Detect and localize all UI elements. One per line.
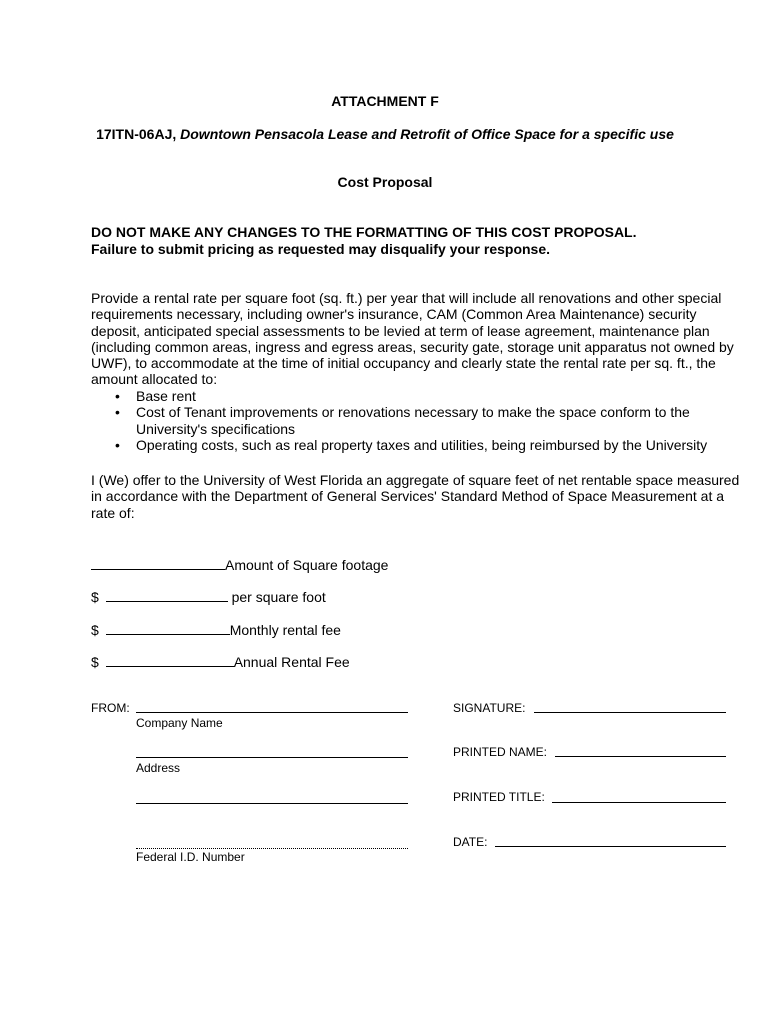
instructions-line: requirements necessary, including owner's insurance, CAM (Common Area Maintenance) security — [91, 306, 697, 323]
monthly-rental-label: Monthly rental fee — [229, 622, 341, 638]
square-footage-blank[interactable] — [91, 555, 225, 570]
annual-rental-label: Annual Rental Fee — [233, 654, 350, 670]
per-square-foot-blank[interactable] — [106, 587, 228, 602]
address-caption: Address — [136, 761, 181, 775]
instructions-line: amount allocated to: — [91, 371, 218, 388]
allocation-list — [91, 388, 707, 453]
printed-title-label: PRINTED TITLE: — [453, 790, 545, 804]
dollar-sign: $ — [91, 589, 99, 605]
dollar-sign: $ — [91, 622, 99, 638]
printed-name-label: PRINTED NAME: — [453, 745, 548, 759]
reference-title: Downtown Pensacola Lease and Retrofit of Office Space for a specific use — [180, 126, 674, 142]
federal-id-line[interactable] — [136, 848, 408, 849]
from-label: FROM: — [91, 701, 130, 715]
date-line[interactable] — [495, 846, 726, 847]
bullet-icon: • — [115, 388, 120, 404]
company-name-caption: Company Name — [136, 716, 223, 730]
instructions-line: UWF), to accommodate at the time of initial occupancy and clearly state the rental rate per sq. ft., the — [91, 355, 716, 372]
instructions-line: deposit, anticipated special assessments to be levied at term of lease agreement, maintenance plan — [91, 322, 710, 339]
list-item: • Base rent — [115, 388, 196, 404]
bullet-icon: • — [115, 404, 120, 421]
printed-name-line[interactable] — [555, 756, 726, 757]
federal-id-caption: Federal I.D. Number — [136, 850, 245, 864]
square-footage-field[interactable] — [91, 555, 388, 573]
attachment-heading: ATTACHMENT F — [331, 93, 439, 109]
annual-rental-field[interactable] — [91, 652, 350, 670]
company-name-line[interactable] — [136, 712, 408, 713]
printed-title-line[interactable] — [552, 802, 726, 803]
offer-paragraph — [91, 472, 740, 521]
date-label: DATE: — [453, 835, 488, 849]
instructions-line: (including common areas, ingress and egress areas, security gate, storage unit apparatus not owned by — [91, 338, 734, 355]
reference-line — [0, 126, 770, 142]
list-item: • Cost of Tenant improvements or renovations necessary to make the space conform to the University's specifications — [115, 404, 690, 437]
address-line-2[interactable] — [136, 803, 408, 804]
monthly-rental-field[interactable] — [91, 620, 341, 638]
offer-line: in accordance with the Department of General Services' Standard Method of Space Measurement at a — [91, 488, 725, 505]
formatting-warning: DO NOT MAKE ANY CHANGES TO THE FORMATTING OF THIS COST PROPOSAL. — [91, 224, 637, 240]
annual-rental-blank[interactable] — [106, 652, 234, 667]
offer-line: I (We) offer to the University of West Florida an aggregate of square feet of net rentable space measured — [91, 472, 740, 488]
instructions-paragraph — [91, 290, 734, 388]
address-line[interactable] — [136, 757, 408, 758]
list-item: • Operating costs, such as real property taxes and utilities, being reimbursed by the University — [115, 436, 708, 453]
monthly-rental-blank[interactable] — [106, 620, 230, 635]
disqualify-warning: Failure to submit pricing as requested may disqualify your response. — [91, 241, 551, 257]
offer-line: rate of: — [91, 504, 135, 521]
signature-label: SIGNATURE: — [453, 701, 526, 715]
square-footage-label: Amount of Square footage — [225, 557, 389, 573]
per-square-foot-label: per square foot — [231, 589, 326, 605]
reference-code: 17ITN-06AJ, — [96, 126, 177, 142]
bullet-icon: • — [115, 436, 120, 453]
instructions-line: Provide a rental rate per square foot (sq. ft.) per year that will include all renovations and other special — [91, 290, 722, 306]
per-square-foot-field[interactable] — [91, 587, 326, 605]
dollar-sign: $ — [91, 654, 99, 670]
section-title: Cost Proposal — [337, 174, 433, 190]
signature-line[interactable] — [534, 712, 726, 713]
